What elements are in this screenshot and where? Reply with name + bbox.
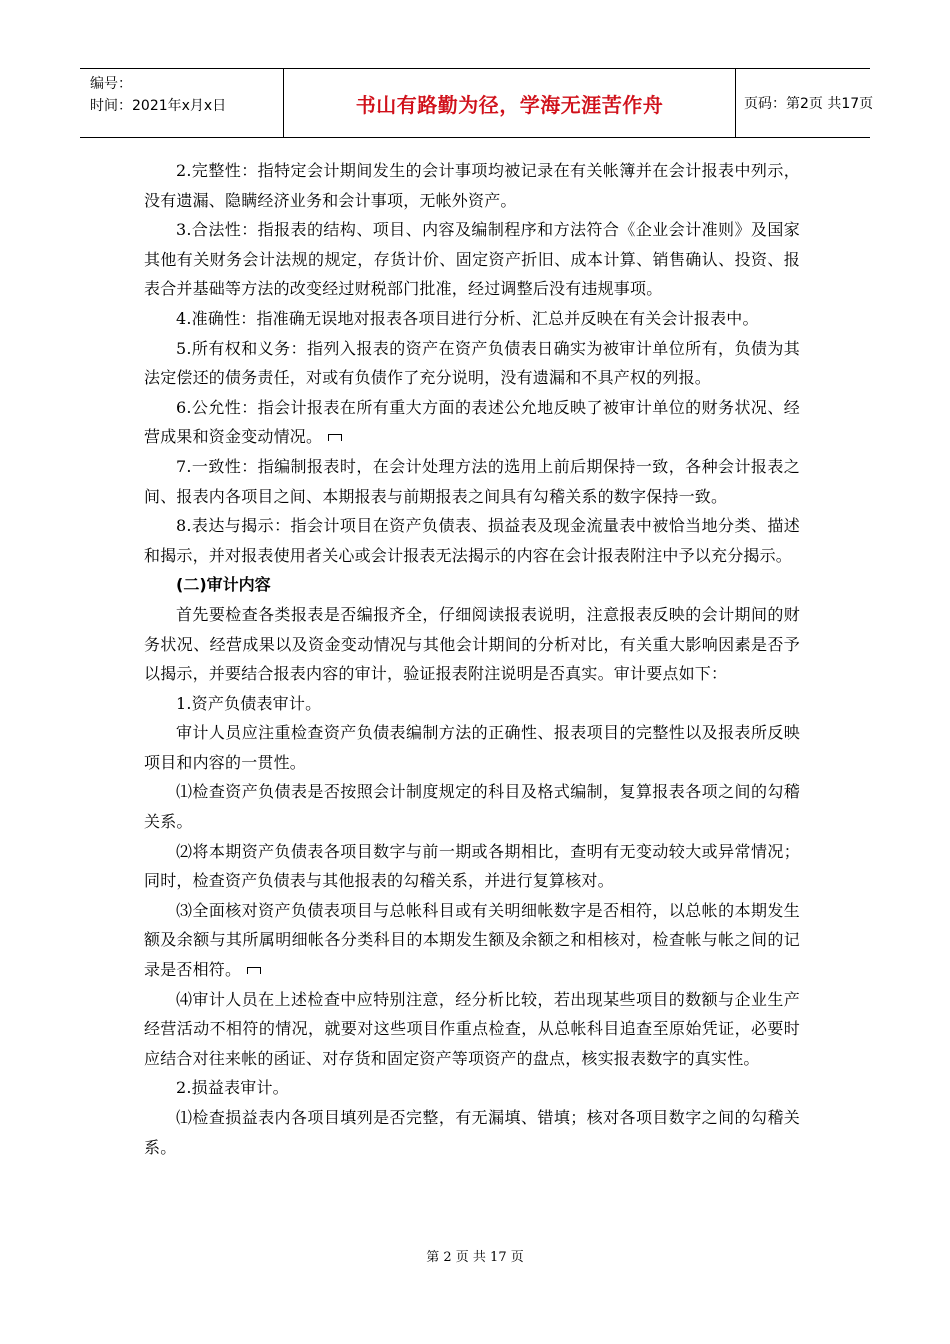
paragraph-balance-sheet-item3: ⑶全面核对资产负债表项目与总帐科目或有关明细帐数字是否相符，以总帐的本期发生额及余额与其所属明细帐各分类科目的本期发生额及余额之和相核对，检查帐与帐之间的记录是否相符。 xyxy=(144,900,800,980)
paragraph-balance-sheet-item3-wrap xyxy=(144,896,800,985)
header-page-info: 页码：第2页 共17页 xyxy=(744,96,874,112)
paragraph-consistency: 7.一致性：指编制报表时，在会计处理方法的选用上前后期保持一致，各种会计报表之间、报表内各项目之间、本期报表与前期报表之间具有勾稽关系的数字保持一致。 xyxy=(144,456,800,506)
edit-mark-icon xyxy=(247,967,261,974)
paragraph-income-statement-heading: 2.损益表审计。 xyxy=(176,1078,289,1098)
paragraph-legality: 3.合法性：指报表的结构、项目、内容及编制程序和方法符合《企业会计准则》及国家其他有关财务会计法规的规定，存货计价、固定资产折旧、成本计算、销售确认、投资、报表合并基础等方法的改变经过财税部门批准，经过调整后没有违规事项。 xyxy=(144,220,800,299)
paragraph-balance-sheet-item1: ⑴检查资产负债表是否按照会计制度规定的科目及格式编制，复算报表各项之间的勾稽关系。 xyxy=(144,782,800,832)
paragraph-disclosure: 8.表达与揭示：指会计项目在资产负债表、损益表及现金流量表中被恰当地分类、描述和揭示，并对报表使用者关心或会计报表无法揭示的内容在会计报表附注中予以充分揭示。 xyxy=(144,516,800,565)
motto-text: 书山有路勤为径，学海无涯苦作舟 xyxy=(355,92,664,117)
paragraph-fairness-wrap xyxy=(144,393,800,452)
document-body xyxy=(144,156,800,1162)
paragraph-ownership: 5.所有权和义务：指列入报表的资产在资产负债表日确实为被审计单位所有，负债为其法定偿还的债务责任，对或有负债作了充分说明，没有遗漏和不具产权的列报。 xyxy=(144,338,800,388)
section-title: (二)审计内容 xyxy=(176,575,271,595)
paragraph-intro: 首先要检查各类报表是否编报齐全，仔细阅读报表说明，注意报表反映的会计期间的财务状况、经营成果以及资金变动情况与其他会计期间的分析对比，有关重大影响因素是否予以揭示，并要结合报表内容的审计，验证报表附注说明是否真实。审计要点如下： xyxy=(144,604,800,684)
page-header xyxy=(80,68,874,138)
header-motto-cell xyxy=(284,69,736,137)
paragraph-balance-sheet-item2: ⑵将本期资产负债表各项目数字与前一期或各期相比，查明有无变动较大或异常情况；同时，检查资产负债表与其他报表的勾稽关系，并进行复算核对。 xyxy=(144,841,800,891)
edit-mark-icon xyxy=(328,434,342,441)
header-meta-cell xyxy=(80,69,284,137)
paragraph-income-statement-item1: ⑴检查损益表内各项目填列是否完整，有无漏填、错填；核对各项目数字之间的勾稽关系。 xyxy=(144,1108,800,1157)
page-footer: 第 2 页 共 17 页 xyxy=(426,1250,524,1265)
paragraph-balance-sheet-overview: 审计人员应注重检查资产负债表编制方法的正确性、报表项目的完整性以及报表所反映项目和内容的一贯性。 xyxy=(144,723,800,772)
paragraph-fairness: 6.公允性：指会计报表在所有重大方面的表述公允地反映了被审计单位的财务状况、经营成果和资金变动情况。 xyxy=(144,397,800,447)
header-page-cell xyxy=(736,69,874,137)
document-date: 时间：2021年x月x日 xyxy=(90,98,227,114)
paragraph-completeness: 2.完整性：指特定会计期间发生的会计事项均被记录在有关帐簿并在会计报表中列示，没有遗漏、隐瞒经济业务和会计事项，无帐外资产。 xyxy=(144,161,800,210)
paragraph-balance-sheet-item4: ⑷审计人员在上述检查中应特别注意，经分析比较，若出现某些项目的数额与企业生产经营活动不相符的情况，就要对这些项目作重点检查，从总帐科目追查至原始凭证，必要时应结合对往来帐的函证、对存货和固定资产等项资产的盘点，核实报表数字的真实性。 xyxy=(144,989,800,1068)
paragraph-balance-sheet-heading: 1.资产负债表审计。 xyxy=(176,693,322,713)
document-number-label: 编号： xyxy=(90,76,132,92)
paragraph-accuracy: 4.准确性：指准确无误地对报表各项目进行分析、汇总并反映在有关会计报表中。 xyxy=(176,308,759,328)
